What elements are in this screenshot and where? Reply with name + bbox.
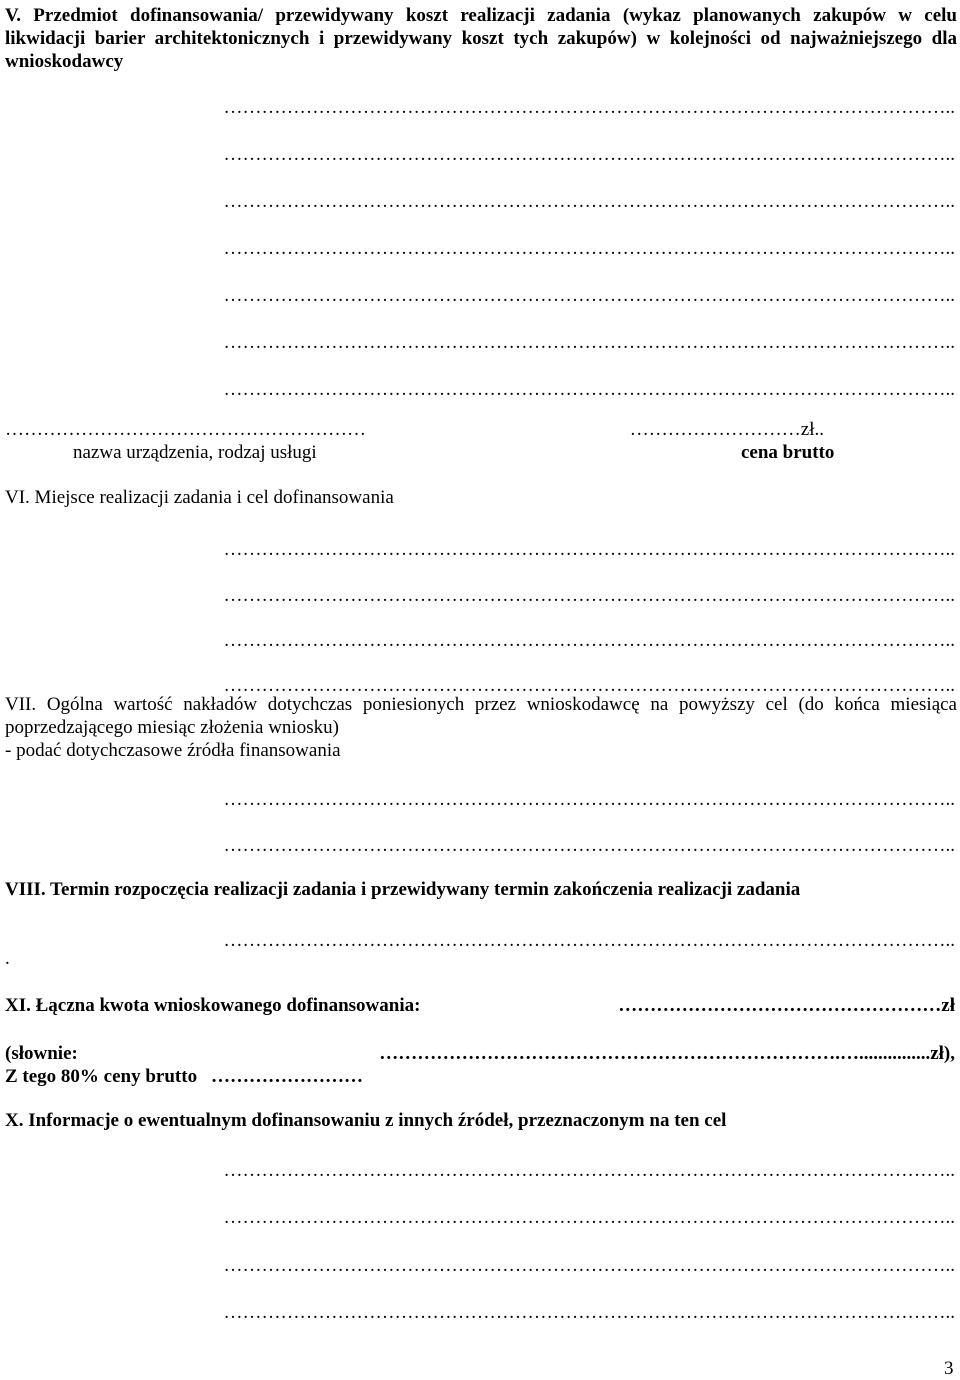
item-price-field[interactable]: ………………………zł.. xyxy=(629,419,824,440)
item-price-caption: cena brutto xyxy=(741,442,835,463)
section-vi-heading: VI. Miejsce realizacji zadania i cel dofinansowania xyxy=(5,487,394,508)
section-x-heading: X. Informacje o ewentualnym dofinansowaniu z innych źródeł, przeznaczonym na ten cel xyxy=(5,1110,727,1131)
dotted-line[interactable]: …………………………………………………………………………………………………….. xyxy=(223,789,955,810)
dotted-line[interactable]: …………………………………………………………………………………………………….. xyxy=(223,332,955,353)
dotted-line[interactable]: …………………………………………………………………………………………………….. xyxy=(223,585,955,606)
dotted-line[interactable]: …………………………………………………………………………………………………….. xyxy=(223,1207,955,1228)
trailing-dot: . xyxy=(5,948,10,969)
dotted-line[interactable]: …………………………………………………………………………………………………….. xyxy=(223,191,955,212)
percent-field[interactable]: …………………… xyxy=(211,1066,363,1087)
dotted-line[interactable]: …………………………………………………………………………………………………….. xyxy=(223,675,955,696)
dotted-line[interactable]: …………………………………………………………………………………………………….. xyxy=(223,539,955,560)
dotted-line[interactable]: …………………………………………………………………………………………………….. xyxy=(223,630,955,651)
section-xi-heading: XI. Łączna kwota wnioskowanego dofinansowania: xyxy=(5,995,421,1016)
dotted-line[interactable]: …………………………………………………………………………………………………….. xyxy=(223,835,955,856)
section-vii-heading xyxy=(5,693,957,762)
words-label: (słownie: xyxy=(5,1043,78,1064)
amount-field[interactable]: ……………………………………………zł xyxy=(618,995,955,1016)
section-viii-heading: VIII. Termin rozpoczęcia realizacji zadania i przewidywany termin zakończenia realizacji zadania xyxy=(5,879,801,900)
item-name-field[interactable]: ………………………………………………… xyxy=(5,419,366,440)
item-name-caption: nazwa urządzenia, rodzaj usługi xyxy=(73,442,317,463)
section-vii-note: - podać dotychczasowe źródła finansowania xyxy=(5,740,341,761)
dotted-line[interactable]: …………………………………………………………………………………………………….. xyxy=(223,1160,955,1181)
section-v-heading: V. Przedmiot dofinansowania/ przewidywany koszt realizacji zadania (wykaz planowanych zakupów w celu likwidacji barier architektonicznych i przewidywany koszt tych zakupów) w kolejności od najważniejszego dla wnioskodawcy xyxy=(5,5,957,72)
dotted-line[interactable]: …………………………………………………………………………………………………….. xyxy=(223,930,955,951)
dotted-line[interactable]: …………………………………………………………………………………………………….. xyxy=(223,97,955,118)
page-number: 3 xyxy=(944,1358,954,1379)
dotted-line[interactable]: …………………………………………………………………………………………………….. xyxy=(223,144,955,165)
dotted-line[interactable]: …………………………………………………………………………………………………….. xyxy=(223,285,955,306)
dotted-line[interactable]: …………………………………………………………………………………………………….. xyxy=(223,1255,955,1276)
dotted-line[interactable]: …………………………………………………………………………………………………….. xyxy=(223,1302,955,1323)
dotted-line[interactable]: …………………………………………………………………………………………………….. xyxy=(223,379,955,400)
percent-label: Z tego 80% ceny brutto xyxy=(5,1066,198,1087)
dotted-line[interactable]: …………………………………………………………………………………………………….. xyxy=(223,238,955,259)
section-vii-heading-text: VII. Ogólna wartość nakładów dotychczas poniesionych przez wnioskodawcę na powyższy cel (do końca miesiąca poprzedzającego miesiąc złożenia wniosku) xyxy=(5,694,957,738)
words-field[interactable]: ……………………………………………………………….…...............zł), xyxy=(379,1043,955,1064)
